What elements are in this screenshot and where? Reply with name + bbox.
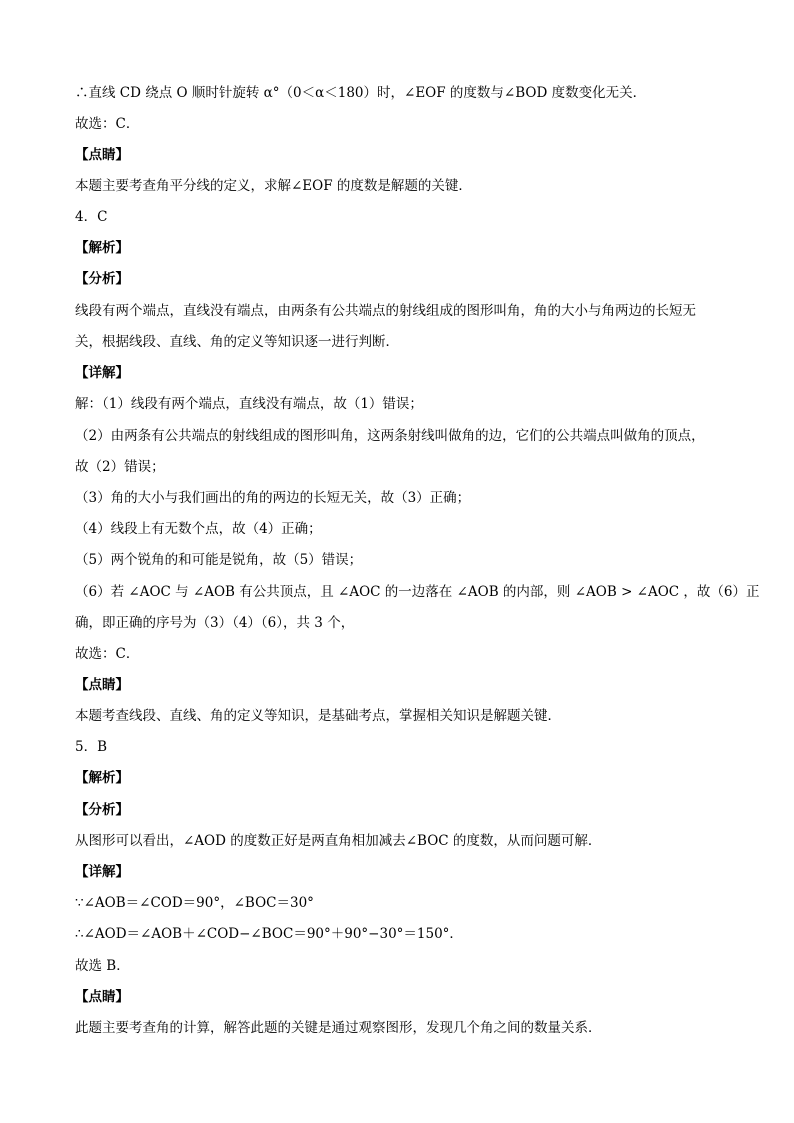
text-line: （4）线段上有无数个点，故（4）正确； xyxy=(75,521,322,537)
text-line: 故选 B． xyxy=(75,958,130,974)
answer-number: 5．B xyxy=(75,739,108,755)
section-heading: 【点睛】 xyxy=(75,147,129,163)
section-heading: 【详解】 xyxy=(75,864,129,880)
section-heading: 【解析】 xyxy=(75,770,129,786)
text-line: （2）由两条有公共端点的射线组成的图形叫角，这两条射线叫做角的边，它们的公共端点叫做角的顶点， xyxy=(75,428,705,444)
answer-number: 4．C xyxy=(75,209,108,225)
section-heading: 【详解】 xyxy=(75,365,129,381)
section-heading: 【点睛】 xyxy=(75,989,129,1005)
text-line: 确，即正确的序号为（3）（4）（6），共 3 个， xyxy=(75,615,355,631)
text-line: ∴直线 CD 绕点 O 顺时针旋转 α°（0＜α＜180）时，∠EOF 的度数与∠BOD 度数变化无关． xyxy=(75,85,647,101)
text-line: （3）角的大小与我们画出的角的两边的长短无关，故（3）正确； xyxy=(75,490,471,506)
text-line: 故选：C． xyxy=(75,646,140,662)
text-line: 故选：C． xyxy=(75,116,140,132)
text-line: 解：（1）线段有两个端点，直线没有端点，故（1）错误； xyxy=(75,396,423,412)
text-line: 本题主要考查角平分线的定义，求解∠EOF 的度数是解题的关键． xyxy=(75,178,472,194)
text-line: （5）两个锐角的和可能是锐角，故（5）错误； xyxy=(75,552,363,568)
text-line: ∵∠AOB＝∠COD＝90°，∠BOC＝30° xyxy=(75,895,314,911)
text-line: （6）若 ∠AOC 与 ∠AOB 有公共顶点，且 ∠AOC 的一边落在 ∠AOB 的内部，则 ∠AOB > ∠AOC ，故（6）正 xyxy=(75,584,760,600)
text-line: 本题考查线段、直线、角的定义等知识，是基础考点，掌握相关知识是解题关键． xyxy=(75,708,561,724)
text-line: 故（2）错误； xyxy=(75,459,165,475)
section-heading: 【点睛】 xyxy=(75,677,129,693)
section-heading: 【分析】 xyxy=(75,271,129,287)
section-heading: 【分析】 xyxy=(75,802,129,818)
text-line: 关，根据线段、直线、角的定义等知识逐一进行判断． xyxy=(75,334,399,350)
text-line: ∴∠AOD＝∠AOB＋∠COD−∠BOC＝90°＋90°−30°＝150°． xyxy=(75,926,463,942)
text-line: 从图形可以看出，∠AOD 的度数正好是两直角相加减去∠BOC 的度数，从而问题可解． xyxy=(75,833,602,849)
section-heading: 【解析】 xyxy=(75,240,129,256)
text-line: 线段有两个端点，直线没有端点，由两条有公共端点的射线组成的图形叫角，角的大小与角两边的长短无 xyxy=(75,303,696,319)
text-line: 此题主要考查角的计算，解答此题的关键是通过观察图形，发现几个角之间的数量关系． xyxy=(75,1020,602,1036)
